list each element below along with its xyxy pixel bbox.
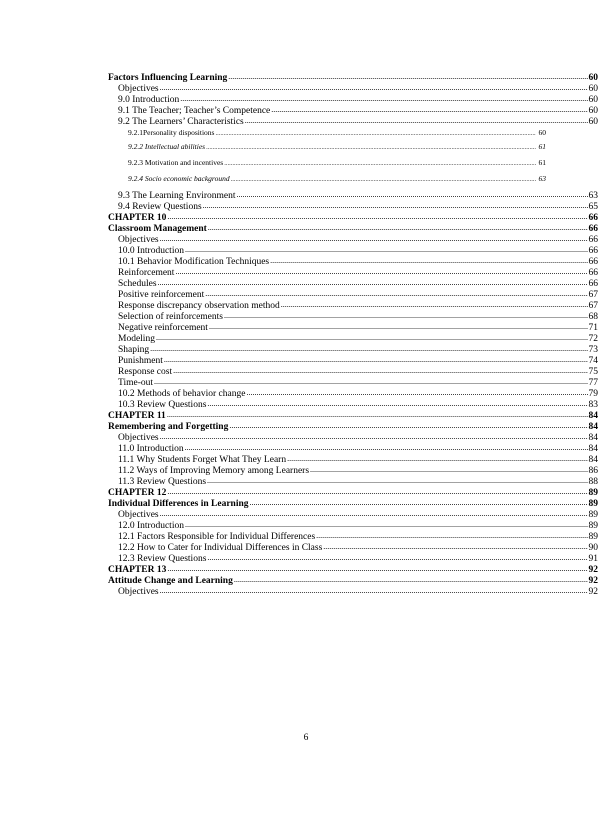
toc-entry-title: 9.1 The Teacher; Teacher’s Competence — [118, 106, 271, 116]
toc-entry-page: 74 — [588, 356, 598, 366]
toc-entry-page: 60 — [588, 95, 598, 105]
toc-entry-page: 89 — [588, 499, 598, 509]
toc-entry-title: CHAPTER 12 — [108, 488, 167, 498]
toc-entry-title: 9.2.2 Intellectual abilities — [128, 142, 206, 151]
toc-entry-page: 66 — [588, 224, 598, 234]
toc-entry-title: Schedules — [118, 279, 157, 289]
toc-entry-page: 66 — [588, 257, 598, 267]
toc-entry-page: 66 — [588, 246, 598, 256]
toc-entry-page: 89 — [588, 488, 598, 498]
toc-entry[interactable] — [108, 139, 546, 155]
toc-entry-page: 63 — [588, 191, 598, 201]
toc-entry-page: 60 — [588, 117, 598, 127]
toc-entry-title: 9.4 Review Questions — [118, 202, 202, 212]
toc-entry-title: 10.1 Behavior Modification Techniques — [118, 257, 270, 267]
toc-entry-title: Objectives — [118, 84, 159, 94]
toc-entry-page: 60 — [588, 73, 598, 83]
toc-entry-title: Positive reinforcement — [118, 290, 205, 300]
toc-entry-page: 88 — [588, 477, 598, 487]
toc-entry-title: Response cost — [118, 367, 173, 377]
toc-entry-title: 9.2.3 Motivation and incentives — [128, 158, 224, 167]
toc-entry-title: 12.0 Introduction — [118, 521, 184, 531]
toc-entry-title: Objectives — [118, 587, 159, 597]
toc-entry-page: 92 — [588, 565, 598, 575]
dot-leader — [245, 115, 588, 127]
toc-entry-title: Selection of reinforcements — [118, 312, 223, 322]
toc-entry-title: Remembering and Forgetting — [108, 422, 229, 432]
toc-entry-title: CHAPTER 10 — [108, 213, 167, 223]
dot-leader — [231, 171, 536, 188]
toc-entry-title: 9.2.4 Socio economic background — [128, 174, 230, 183]
toc-entry[interactable] — [108, 116, 598, 127]
toc-entry-page: 60 — [588, 106, 598, 116]
toc-entry-title: 12.1 Factors Responsible for Individual Differences — [118, 532, 316, 542]
toc-entry-page: 63 — [538, 174, 546, 183]
toc-entry-title: Objectives — [118, 235, 159, 245]
toc-entry-page: 71 — [588, 323, 598, 333]
toc-entry-page: 89 — [588, 510, 598, 520]
toc-entry-title: Modeling — [118, 334, 155, 344]
toc-entry-title: 9.3 The Learning Environment — [118, 191, 236, 201]
toc-entry-page: 73 — [588, 345, 598, 355]
toc-entry-page: 61 — [538, 142, 546, 151]
toc-entry-page: 84 — [588, 422, 598, 432]
toc-entry-page: 89 — [588, 521, 598, 531]
toc-subsection-block — [108, 127, 598, 190]
toc-entry-title: 12.3 Review Questions — [118, 554, 207, 564]
dot-leader — [224, 155, 535, 172]
toc-entry-title: Attitude Change and Learning — [108, 576, 233, 586]
toc-entry-page: 67 — [588, 301, 598, 311]
toc-entry-title: 11.0 Introduction — [118, 444, 184, 454]
toc-entry-title: Objectives — [118, 510, 159, 520]
toc-entry-page: 84 — [588, 411, 598, 421]
toc-entry-page: 79 — [588, 389, 598, 399]
toc-entry-page: 90 — [588, 543, 598, 553]
toc-entry-page: 72 — [588, 334, 598, 344]
toc-entry-title: Shaping — [118, 345, 150, 355]
toc-entry-page: 60 — [538, 128, 546, 137]
toc-entry-page: 68 — [588, 312, 598, 322]
toc-entry-title: Objectives — [118, 433, 159, 443]
toc-entry-title: Classroom Management — [108, 224, 207, 234]
toc-entry[interactable] — [108, 586, 598, 597]
toc-entry-title: Individual Differences in Learning — [108, 499, 249, 509]
toc-block-2 — [108, 190, 598, 597]
toc-entry-title: 12.2 How to Cater for Individual Differences in Class — [118, 543, 323, 553]
toc-entry-title: Reinforcement — [118, 268, 175, 278]
toc-entry-title: Response discrepancy observation method — [118, 301, 280, 311]
toc-entry-title: CHAPTER 11 — [108, 411, 166, 421]
toc-entry[interactable] — [108, 127, 546, 139]
toc-entry-page: 61 — [538, 158, 546, 167]
toc-entry-page: 65 — [588, 202, 598, 212]
toc-entry-page: 66 — [588, 213, 598, 223]
toc-entry-page: 75 — [588, 367, 598, 377]
toc-entry-title: 10.2 Methods of behavior change — [118, 389, 246, 399]
dot-leader — [206, 139, 535, 156]
toc-entry-page: 92 — [588, 576, 598, 586]
toc-entry-page: 84 — [588, 433, 598, 443]
toc-entry-title: Time-out — [118, 378, 154, 388]
toc-block-1 — [108, 72, 598, 127]
toc-entry-page: 84 — [588, 444, 598, 454]
toc-entry[interactable] — [108, 171, 546, 187]
table-of-contents — [108, 72, 598, 597]
toc-entry-page: 84 — [588, 455, 598, 465]
toc-entry-title: Punishment — [118, 356, 163, 366]
toc-entry-page: 66 — [588, 235, 598, 245]
toc-entry-page: 67 — [588, 290, 598, 300]
toc-entry-page: 66 — [588, 268, 598, 278]
toc-entry-title: Factors Influencing Learning — [108, 73, 228, 83]
toc-entry-title: 9.2.1Personality dispositions — [128, 128, 215, 137]
toc-entry-title: 11.3 Review Questions — [118, 477, 207, 487]
toc-entry-title: Negative reinforcement — [118, 323, 208, 333]
toc-entry-title: 10.0 Introduction — [118, 246, 184, 256]
toc-entry-title: 11.1 Why Students Forget What They Learn — [118, 455, 287, 465]
toc-entry-page: 83 — [588, 400, 598, 410]
toc-entry-title: CHAPTER 13 — [108, 565, 167, 575]
toc-entry-page: 66 — [588, 279, 598, 289]
page-number: 6 — [303, 733, 309, 743]
toc-entry-page: 91 — [588, 554, 598, 564]
toc-entry-title: 11.2 Ways of Improving Memory among Learners — [118, 466, 310, 476]
toc-entry-title: 9.0 Introduction — [118, 95, 180, 105]
toc-entry-page: 92 — [588, 587, 598, 597]
toc-entry-page: 89 — [588, 532, 598, 542]
dot-leader — [160, 585, 588, 597]
toc-entry[interactable] — [108, 155, 546, 171]
toc-entry-page: 86 — [588, 466, 598, 476]
toc-entry-page: 77 — [588, 378, 598, 388]
toc-entry-title: 10.3 Review Questions — [118, 400, 207, 410]
toc-entry-title: 9.2 The Learners’ Characteristics — [118, 117, 244, 127]
toc-entry-page: 60 — [588, 84, 598, 94]
